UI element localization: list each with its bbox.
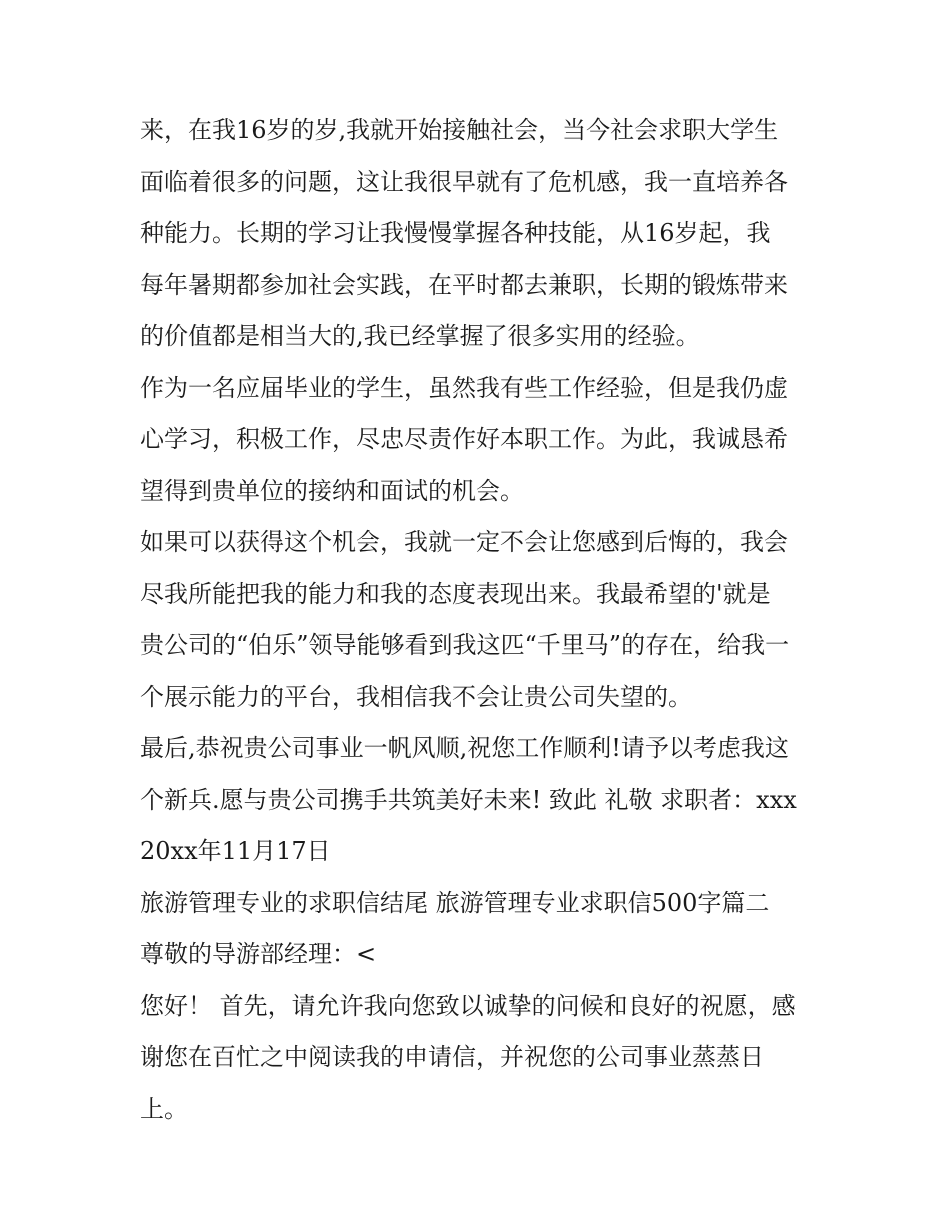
text-line: 最后,恭祝贵公司事业一帆风顺,祝您工作顺利!请予以考虑我这 xyxy=(140,734,789,762)
text-line: 个新兵.愿与贵公司携手共筑美好未来! 致此 礼敬 求职者：xxx xyxy=(140,785,797,814)
text-line: 心学习，积极工作，尽忠尽责作好本职工作。为此，我诚恳希 xyxy=(140,425,788,453)
date-line: 20xx年11月17日 xyxy=(140,837,331,865)
text-line: 如果可以获得这个机会，我就一定不会让您感到后悔的，我会 xyxy=(140,528,788,556)
text-line: 望得到贵单位的接纳和面试的机会。 xyxy=(140,476,524,505)
text-line: 上。 xyxy=(140,1094,188,1123)
text-line: 您好！ 首先，请允许我向您致以诚挚的问候和良好的祝愿，感 xyxy=(140,991,796,1020)
text-line: 种能力。长期的学习让我慢慢掌握各种技能，从16岁起，我 xyxy=(140,219,771,247)
text-line: 个展示能力的平台，我相信我不会让贵公司失望的。 xyxy=(140,682,692,711)
text-line: 作为一名应届毕业的学生，虽然我有些工作经验，但是我仍虚 xyxy=(140,373,788,402)
text-line: 来，在我16岁的岁,我就开始接触社会，当今社会求职大学生 xyxy=(140,116,779,144)
text-line: 尽我所能把我的能力和我的态度表现出来。我最希望的'就是 xyxy=(140,579,771,608)
letter-body xyxy=(140,105,820,1135)
section-heading: 旅游管理专业的求职信结尾 旅游管理专业求职信500字篇二 xyxy=(140,888,770,917)
salutation: 尊敬的导游部经理：< xyxy=(140,940,377,968)
text-line: 面临着很多的问题，这让我很早就有了危机感，我一直培养各 xyxy=(140,167,788,196)
text-line: 每年暑期都参加社会实践，在平时都去兼职，长期的锻炼带来 xyxy=(140,270,788,299)
text-line: 谢您在百忙之中阅读我的申请信，并祝您的公司事业蒸蒸日 xyxy=(140,1043,764,1071)
text-line: 贵公司的“伯乐”领导能够看到我这匹“千里马”的存在，给我一 xyxy=(140,631,790,659)
text-line: 的价值都是相当大的,我已经掌握了很多实用的经验。 xyxy=(140,322,700,350)
